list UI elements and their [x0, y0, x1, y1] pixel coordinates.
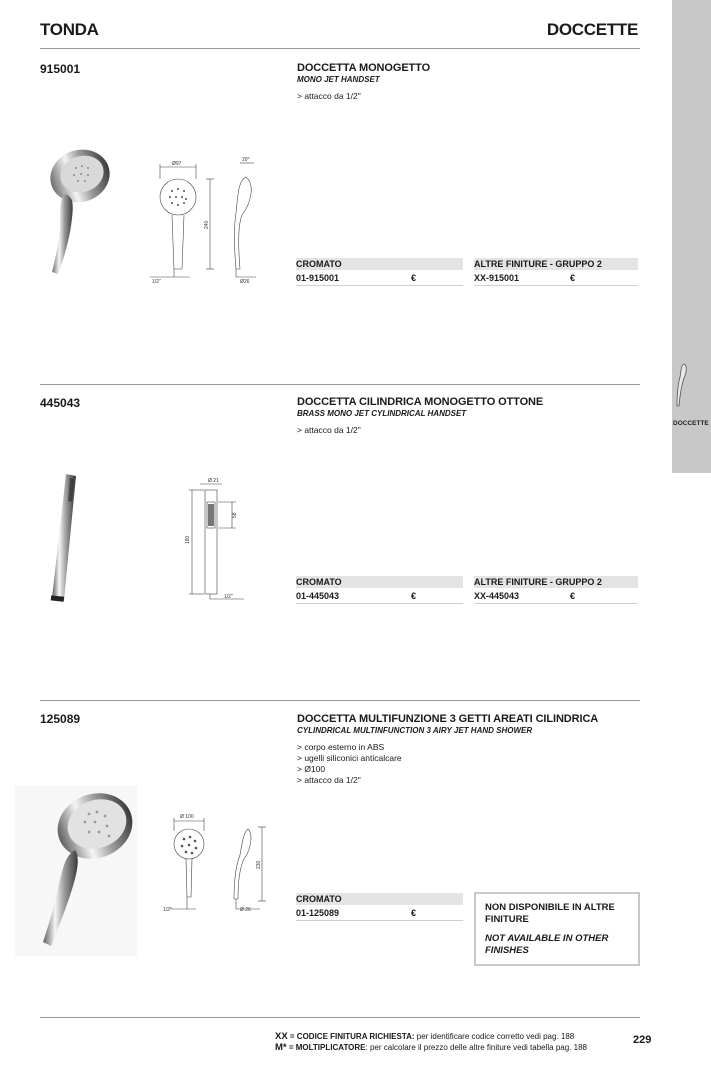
dimension-label: 58 — [232, 512, 238, 518]
product-code: 445043 — [40, 396, 81, 410]
side-tab-label: DOCCETTE — [673, 420, 709, 427]
finish-code: 01-445043 — [296, 591, 340, 601]
product-photo-multifunction — [15, 786, 137, 956]
technical-drawing-mono-jet — [150, 155, 260, 285]
product-code: 125089 — [40, 712, 81, 726]
price-currency: € — [411, 908, 417, 918]
product-title: DOCCETTA CILINDRICA MONOGETTO OTTONE — [297, 396, 544, 408]
feature-item: > attacco da 1/2" — [297, 775, 361, 785]
product-code: 915001 — [40, 62, 81, 76]
footer-key-label: = CODICE FINITURA RICHIESTA: — [287, 1032, 415, 1041]
finish-row-other — [474, 272, 638, 286]
product-features — [297, 742, 402, 786]
product-subtitle: BRASS MONO JET CYLINDRICAL HANDSET — [297, 409, 467, 418]
finish-code: XX-445043 — [474, 591, 520, 601]
not-available-notice — [474, 892, 640, 966]
price-currency: € — [411, 591, 417, 601]
finish-code: XX-915001 — [474, 273, 520, 283]
dimension-label: 240 — [204, 220, 210, 229]
footer-key: M* — [275, 1042, 287, 1053]
footer-key-label: = MOLTIPLICATORE — [286, 1043, 366, 1052]
footer-text: : per calcolare il prezzo delle altre finiture vedi tabella pag. 188 — [365, 1043, 587, 1052]
dimension-label: Ø 21 — [208, 478, 219, 484]
finish-header-other: ALTRE FINITURE - GRUPPO 2 — [474, 258, 638, 270]
technical-drawing-cylindrical — [180, 478, 260, 602]
price-currency: € — [570, 273, 576, 283]
dimension-label: 1/2" — [163, 907, 172, 913]
finish-header-other: ALTRE FINITURE - GRUPPO 2 — [474, 576, 638, 588]
page-number: 229 — [633, 1034, 652, 1046]
notice-english: NOT AVAILABLE IN OTHER FINISHES — [485, 933, 609, 956]
header-collection-title: TONDA — [40, 20, 99, 39]
feature-item: > attacco da 1/2" — [297, 91, 361, 101]
feature-item: > ugelli siliconici anticalcare — [297, 753, 402, 763]
footer-key: XX — [275, 1031, 288, 1042]
section-divider — [40, 700, 640, 701]
finish-header-chrome: CROMATO — [296, 576, 463, 588]
product-subtitle: CYLINDRICAL MULTINFUNCTION 3 AIRY JET HAND SHOWER — [297, 726, 533, 735]
dimension-label: 180 — [185, 535, 191, 544]
finish-header-chrome: CROMATO — [296, 893, 463, 905]
header-divider — [40, 48, 640, 49]
feature-item: > Ø100 — [297, 764, 326, 774]
finish-header-chrome: CROMATO — [296, 258, 463, 270]
notice-italian: NON DISPONIBILE IN ALTRE FINITURE — [485, 902, 615, 925]
finish-row-chrome — [296, 907, 463, 921]
product-title: DOCCETTA MONOGETTO — [297, 62, 431, 74]
footer-note-multiplier — [275, 1043, 587, 1053]
dimension-label: Ø 100 — [180, 814, 194, 820]
finish-row-chrome — [296, 590, 463, 604]
finish-row-other — [474, 590, 638, 604]
handshower-icon — [675, 362, 689, 412]
header-category-title: DOCCETTE — [546, 20, 638, 39]
product-subtitle: MONO JET HANDSET — [297, 75, 380, 84]
dimension-label: 1/2" — [152, 279, 161, 285]
dimension-label: 1/2" — [224, 594, 233, 600]
product-features — [297, 91, 361, 102]
feature-item: > attacco da 1/2" — [297, 425, 361, 435]
finish-code: 01-915001 — [296, 273, 340, 283]
product-photo-mono-jet — [48, 148, 113, 278]
feature-item: > corpo esterno in ABS — [297, 742, 385, 752]
dimension-label: Ø97 — [172, 161, 182, 167]
footer-divider — [40, 1017, 640, 1018]
product-features — [297, 425, 361, 436]
technical-drawing-multifunction — [160, 815, 270, 915]
price-currency: € — [570, 591, 576, 601]
footer-note-finish-code — [275, 1032, 574, 1042]
dimension-label: Ø26 — [240, 279, 250, 285]
finish-code: 01-125089 — [296, 908, 340, 918]
dimension-label: 20° — [242, 157, 250, 163]
finish-row-chrome — [296, 272, 463, 286]
dimension-label: Ø 26 — [240, 907, 251, 913]
section-divider — [40, 384, 640, 385]
product-photo-cylindrical — [46, 472, 86, 604]
price-currency: € — [411, 273, 417, 283]
product-title: DOCCETTA MULTIFUNZIONE 3 GETTI AREATI CILINDRICA — [297, 713, 599, 725]
dimension-label: 230 — [256, 860, 262, 869]
footer-text: per identificare codice corretto vedi pag. 188 — [414, 1032, 575, 1041]
